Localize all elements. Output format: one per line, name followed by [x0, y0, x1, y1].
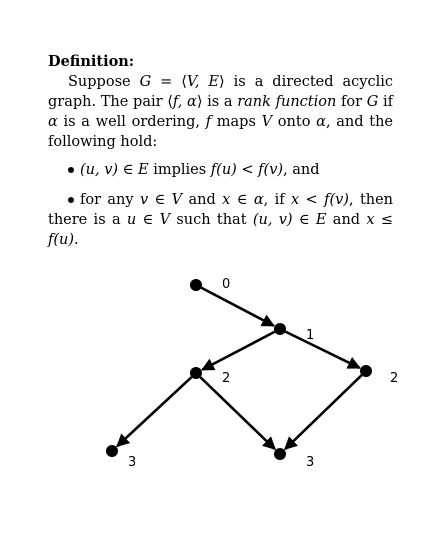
edge-n0-n1	[201, 288, 273, 326]
graph-nodes	[106, 277, 398, 470]
condition-text: implies	[148, 162, 211, 178]
condition-text: for any	[80, 192, 140, 208]
node-label-n0: 0	[222, 277, 231, 292]
intro-text: if	[378, 94, 393, 110]
condition-text: , and	[283, 162, 320, 178]
intro-text: ⟩ is a directed acyclic graph. The pair ⟨	[48, 74, 393, 110]
intro-text: = ⟨	[151, 74, 187, 90]
intro-math: f, α	[172, 94, 197, 110]
condition-math: x ∈ α	[222, 192, 264, 208]
intro-math: V	[261, 114, 273, 130]
condition-text: and	[326, 212, 367, 228]
edge-n1-n2b	[285, 332, 359, 368]
intro-math: V, E	[186, 74, 220, 90]
intro-text: is a well ordering,	[57, 114, 206, 130]
intro-math: α	[316, 114, 326, 130]
node-n2b	[360, 365, 372, 377]
condition-math: f(u) < f(v)	[210, 162, 284, 178]
condition-text: , if	[263, 192, 291, 208]
condition-text: .	[74, 232, 79, 248]
intro-math: G	[366, 94, 379, 110]
definition-heading: Definition:	[48, 53, 135, 70]
intro-text: maps	[211, 114, 262, 130]
condition-math: (u, v) ∈ E	[80, 162, 149, 178]
intro-text: onto	[272, 114, 317, 130]
node-label-n3b: 3	[306, 455, 315, 470]
edge-n2a-n3b	[200, 377, 275, 449]
condition-text: and	[182, 192, 223, 208]
edge-n1-n2a	[202, 332, 274, 370]
condition-math: x < f(v)	[291, 192, 349, 208]
condition-math: v ∈ V	[139, 192, 183, 208]
graph-edges	[117, 288, 362, 449]
node-label-n3a: 3	[128, 455, 137, 470]
intro-math: G	[139, 74, 152, 90]
node-n0	[190, 279, 202, 291]
node-label-n2b: 2	[390, 371, 399, 386]
intro-text: for	[336, 94, 367, 110]
condition-math: u ∈ V	[126, 212, 171, 228]
node-n3b	[274, 448, 286, 460]
edge-n2a-n3a	[117, 377, 191, 446]
node-n1	[274, 323, 286, 335]
condition-text: such that	[170, 212, 253, 228]
intro-text: ⟩ is a	[196, 94, 238, 110]
condition-math: x ≤ f(u)	[48, 212, 394, 248]
node-label-n1: 1	[306, 328, 315, 343]
intro-text: , and the following hold:	[48, 114, 394, 150]
intro-math: f	[205, 114, 212, 130]
rank-function-term: rank function	[237, 94, 337, 110]
node-label-n2a: 2	[222, 371, 231, 386]
edge-n2b-n3b	[285, 375, 362, 449]
condition-text: , then there is a	[48, 192, 394, 228]
condition-math: (u, v) ∈ E	[252, 212, 327, 228]
node-n2a	[190, 367, 202, 379]
intro-math: α	[48, 114, 58, 130]
intro-text: Suppose	[68, 74, 140, 90]
node-n3a	[106, 445, 118, 457]
